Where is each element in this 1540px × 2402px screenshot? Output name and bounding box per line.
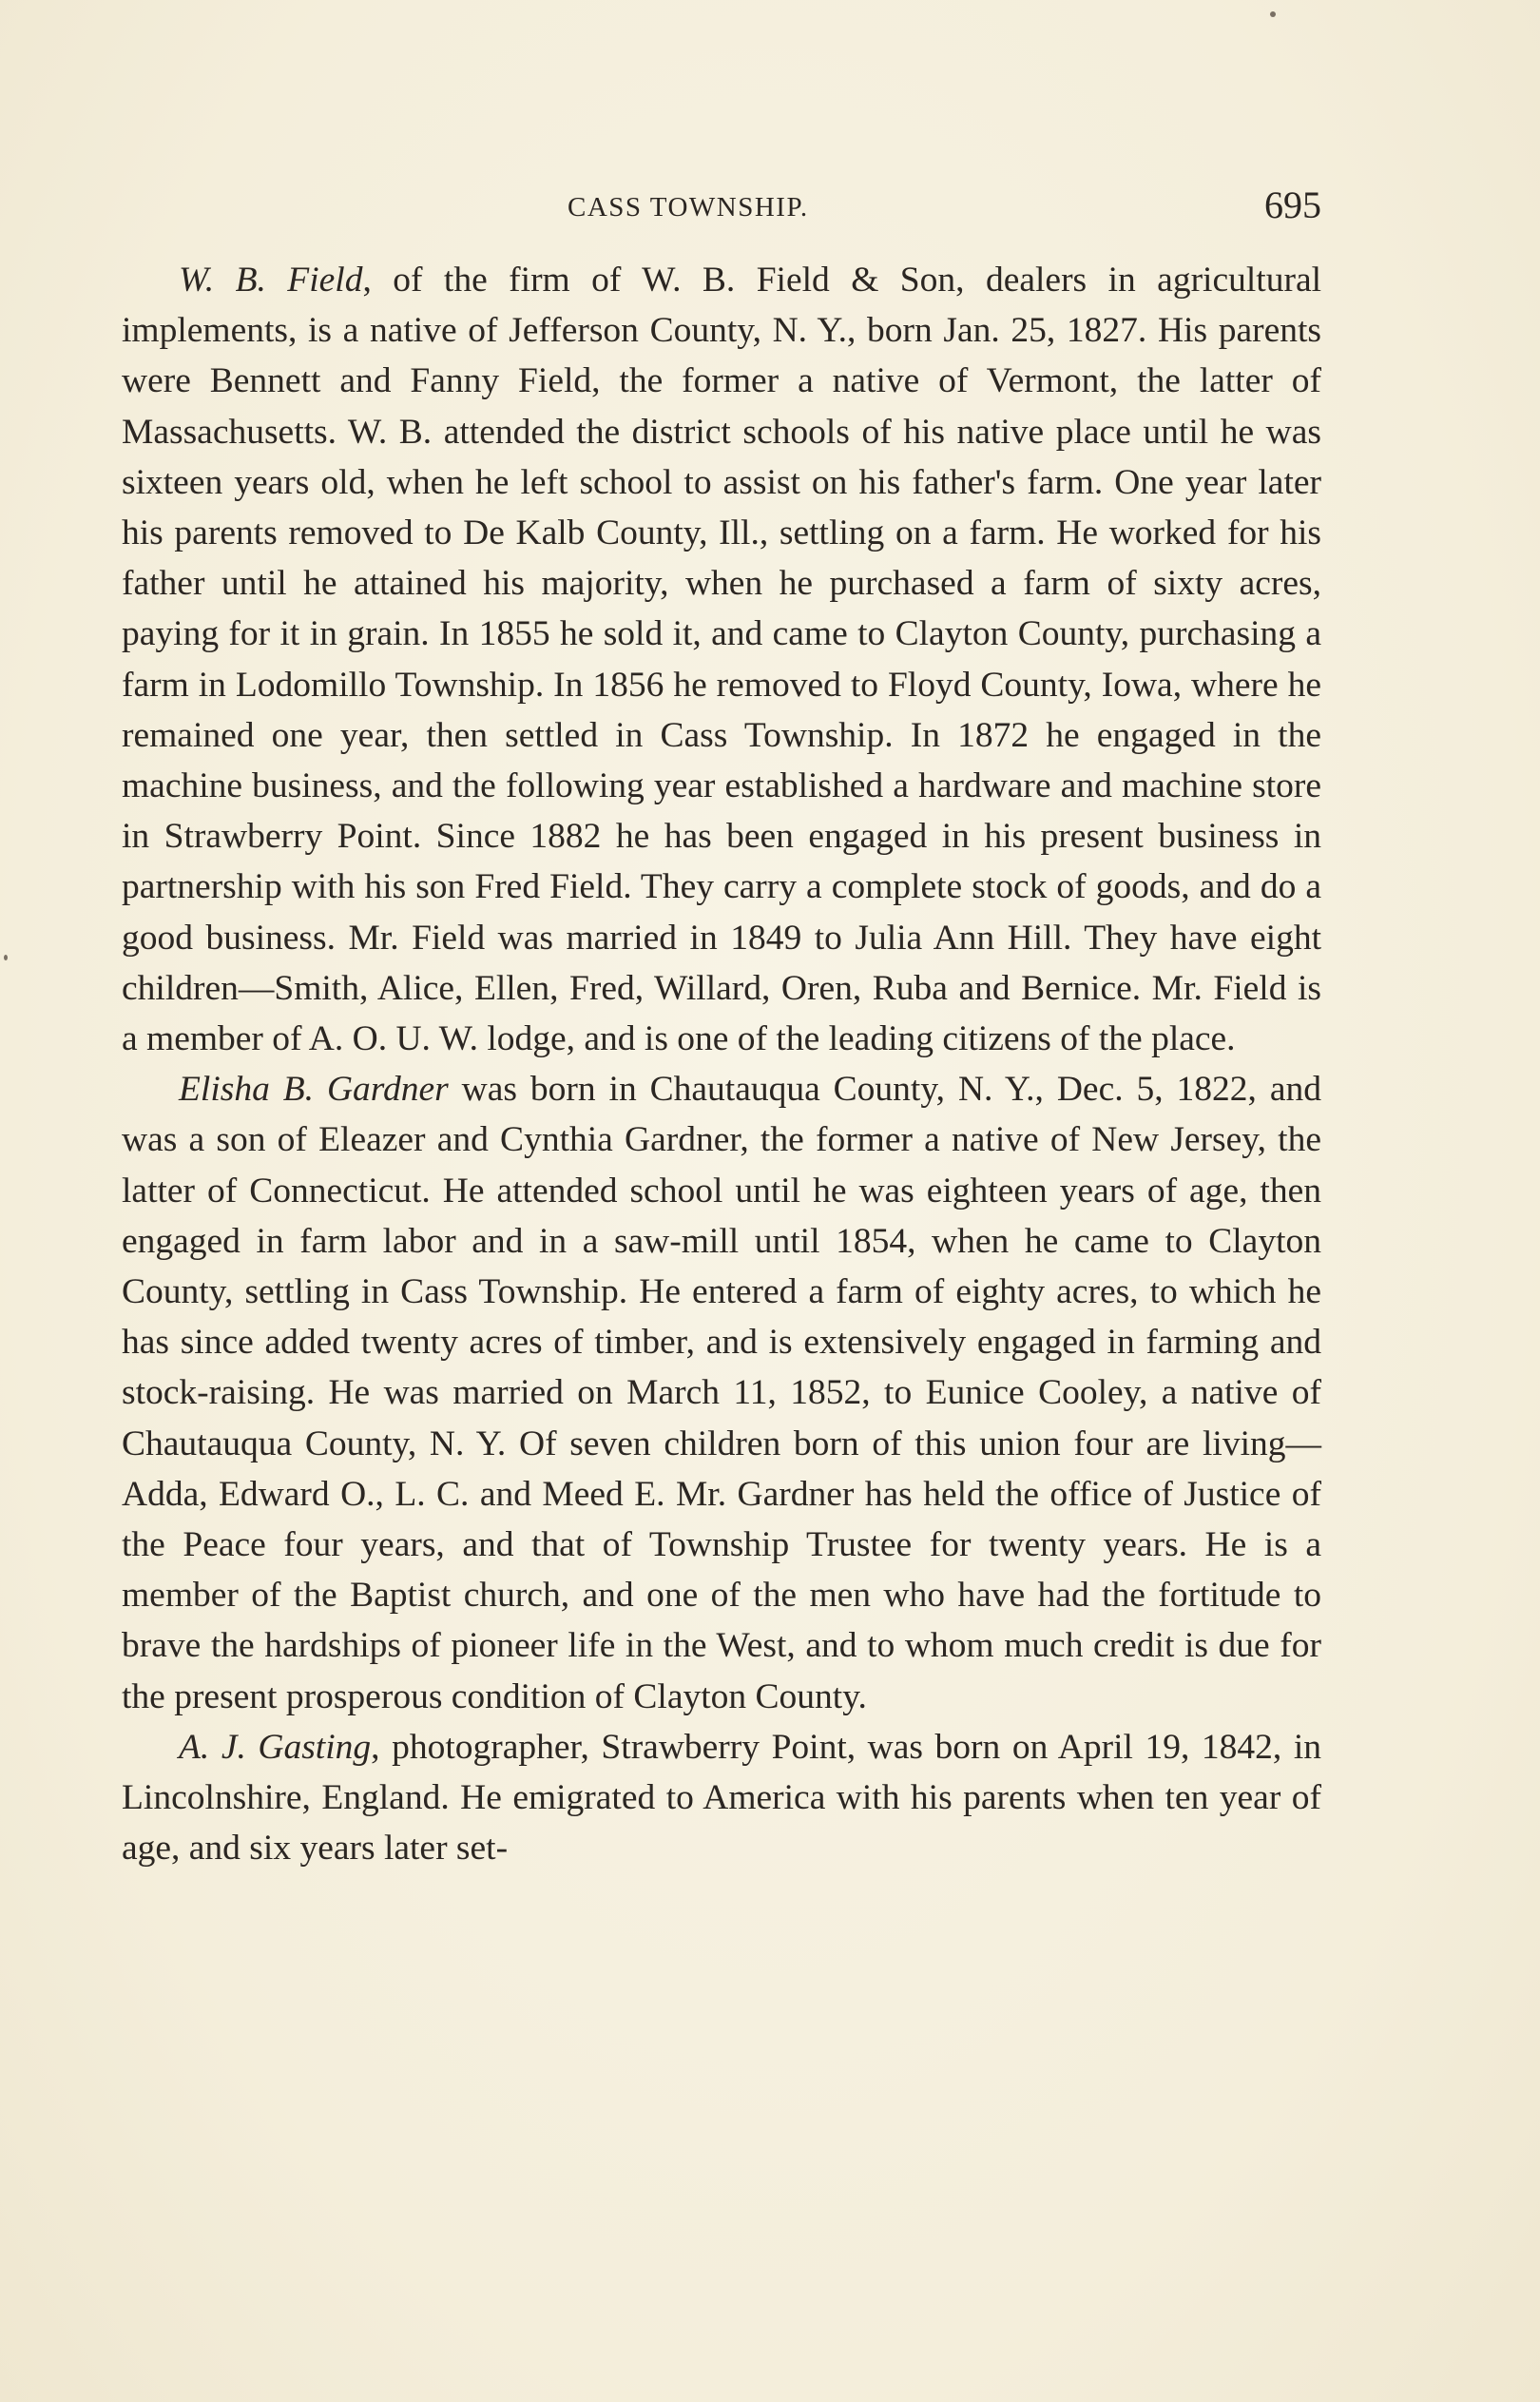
entry-text: , of the firm of W. B. Field & Son, dealers in agricultural implements, is a native of Jefferson County, N. Y., born Jan. 25, 1827. His parents were Bennett and Fanny Field, the former a native of Vermont, the latter of Massachusetts. W. B. attended the district schools of his native place until he was sixteen years old, when he left school to assist on his father's farm. One year later his parents removed to De Kalb County, Ill., settling on a farm. He worked for his father until he attained his majority, when he purchased a farm of sixty acres, paying for it in grain. In 1855 he sold it, and came to Clayton County, purchasing a farm in Lodomillo Township. In 1856 he removed to Floyd County, Iowa, where he remained one year, then settled in Cass Township. In 1872 he engaged in the machine business, and the following year established a hardware and machine store in Strawberry Point. Since 1882 he has been engaged in his present business in partnership with his son Fred Field. They carry a complete stock of goods, and do a good business. Mr. Field was married in 1849 to Julia Ann Hill. They have eight children—Smith, Alice, Ellen, Fred, Willard, Oren, Ruba and Bernice. Mr. Field is a member of A. O. U. W. lodge, and is one of the leading citizens of the place. (122, 261, 1322, 1059)
entry-name: W. B. Field (179, 261, 363, 300)
page-header (143, 183, 1321, 232)
running-head: CASS TOWNSHIP. (568, 192, 809, 223)
biography-entry-gasting (122, 1722, 1321, 1874)
entry-text: , photographer, Strawberry Point, was born on April 19, 1842, in Lincolnshire, England. He emigrated to America with his parents when ten year of age, and six years later set- (122, 1727, 1321, 1869)
paper-speck (1270, 11, 1276, 17)
entry-text: was born in Chautauqua County, N. Y., Dec. 5, 1822, and was a son of Eleazer and Cynthia Gardner, the former a native of New Jersey, the latter of Connecticut. He attended school until he was eighteen years of age, then engaged in farm labor and in a saw-mill until 1854, when he came to Clayton County, settling in Cass Township. He entered a farm of eighty acres, to which he has since added twenty acres of timber, and is extensively engaged in farming and stock-raising. He was married on March 11, 1852, to Eunice Cooley, a native of Chautauqua County, N. Y. Of seven children born of this union four are living—Adda, Edward O., L. C. and Meed E. Mr. Gardner has held the office of Justice of the Peace four years, and that of Township Trustee for twenty years. He is a member of the Baptist church, and one of the men who have had the fortitude to brave the hardships of pioneer life in the West, and to whom much credit is due for the present prosperous condition of Clayton County. (122, 1070, 1321, 1716)
biography-entry-gardner (122, 1064, 1321, 1722)
entry-name: A. J. Gasting (179, 1727, 372, 1767)
page-number: 695 (1264, 184, 1321, 226)
entry-name: Elisha B. Gardner (179, 1070, 449, 1110)
paper-speck (4, 955, 8, 960)
biography-entry-field (122, 255, 1321, 1064)
body-text (122, 255, 1321, 1874)
